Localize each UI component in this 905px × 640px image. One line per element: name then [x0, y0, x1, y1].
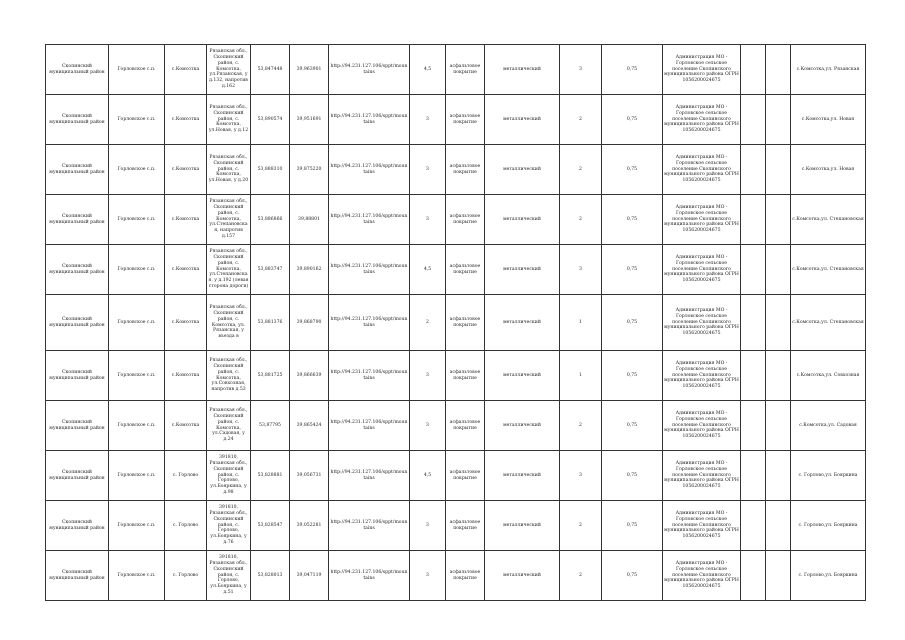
owner-cell: Администрация МО - Горловское сельское поселение Скопинского муниципального района ОГРН 1056200024675: [663, 45, 741, 95]
waste-source-cell: с.Комсотка,ул. Рязанская: [791, 45, 866, 95]
url-cell: http://94.231.127.106/sppt/mountains: [329, 501, 410, 551]
address-cell: Рязанская обл., Скопинский район, с. Комсотка, ул. Рязанская, у въезда в: [207, 295, 251, 351]
district-cell: Скопинский муниципальный район: [46, 145, 109, 195]
area-cell: 4,5: [410, 245, 446, 295]
settlement-cell: Горловское с.п.: [109, 95, 165, 145]
empty-cell: [766, 351, 791, 401]
surface-cell: асфальтовое покрытие: [446, 95, 485, 145]
village-cell: с.Комсотка: [165, 195, 207, 245]
surface-cell: асфальтовое покрытие: [446, 501, 485, 551]
longitude-cell: 39,875220: [290, 145, 329, 195]
village-cell: с.Комсотка: [165, 245, 207, 295]
container-count-cell: 2: [560, 501, 602, 551]
latitude-cell: 53,888310: [251, 145, 290, 195]
address-cell: Рязанская обл., Скопинский район, с. Комсотка, ул.Рязанская, у д.132, напротив д.162: [207, 45, 251, 95]
village-cell: с.Комсотка: [165, 95, 207, 145]
empty-cell: [741, 295, 766, 351]
owner-cell: Администрация МО - Горловское сельское поселение Скопинского муниципального района ОГРН 1056200024675: [663, 145, 741, 195]
village-cell: с. Горлово: [165, 551, 207, 601]
owner-cell: Администрация МО - Горловское сельское поселение Скопинского муниципального района ОГРН 1056200024675: [663, 451, 741, 501]
latitude-cell: 53,881725: [251, 351, 290, 401]
settlement-cell: Горловское с.п.: [109, 501, 165, 551]
settlement-cell: Горловское с.п.: [109, 45, 165, 95]
table-row: [46, 451, 866, 501]
area-cell: 3: [410, 145, 446, 195]
container-volume-cell: 0,75: [602, 245, 663, 295]
url-cell: http://94.231.127.106/sppt/mountains: [329, 401, 410, 451]
surface-cell: асфальтовое покрытие: [446, 145, 485, 195]
table-row: [46, 95, 866, 145]
longitude-cell: 39,951691: [290, 95, 329, 145]
empty-cell: [741, 95, 766, 145]
table-row: [46, 245, 866, 295]
district-cell: Скопинский муниципальный район: [46, 351, 109, 401]
empty-cell: [741, 45, 766, 95]
district-cell: Скопинский муниципальный район: [46, 245, 109, 295]
longitude-cell: 39,052281: [290, 501, 329, 551]
settlement-cell: Горловское с.п.: [109, 401, 165, 451]
fence-material-cell: металлический: [485, 45, 560, 95]
empty-cell: [766, 451, 791, 501]
fence-material-cell: металлический: [485, 95, 560, 145]
url-cell: http://94.231.127.106/sppt/mountains: [329, 245, 410, 295]
container-volume-cell: 0,75: [602, 195, 663, 245]
container-count-cell: 3: [560, 45, 602, 95]
empty-cell: [766, 95, 791, 145]
fence-material-cell: металлический: [485, 195, 560, 245]
container-count-cell: 2: [560, 145, 602, 195]
table-body: [46, 45, 866, 601]
surface-cell: асфальтовое покрытие: [446, 245, 485, 295]
empty-cell: [741, 501, 766, 551]
settlement-cell: Горловское с.п.: [109, 245, 165, 295]
empty-cell: [766, 195, 791, 245]
area-cell: 3: [410, 551, 446, 601]
container-volume-cell: 0,75: [602, 501, 663, 551]
latitude-cell: 53,828547: [251, 501, 290, 551]
address-cell: Рязанская обл., Скопинский район, с. Комсотка, ул.Новая, у д.20: [207, 145, 251, 195]
owner-cell: Администрация МО - Горловское сельское поселение Скопинского муниципального района ОГРН 1056200024675: [663, 551, 741, 601]
url-cell: http://94.231.127.106/sppt/mountains: [329, 551, 410, 601]
surface-cell: асфальтовое покрытие: [446, 551, 485, 601]
empty-cell: [766, 501, 791, 551]
container-count-cell: 2: [560, 401, 602, 451]
empty-cell: [766, 295, 791, 351]
longitude-cell: 39,865424: [290, 401, 329, 451]
longitude-cell: 39,866639: [290, 351, 329, 401]
waste-source-cell: с.Комсотка,ул. Садовая: [791, 401, 866, 451]
fence-material-cell: металлический: [485, 245, 560, 295]
empty-cell: [766, 245, 791, 295]
fence-material-cell: металлический: [485, 295, 560, 351]
url-cell: http://94.231.127.106/sppt/mountains: [329, 45, 410, 95]
owner-cell: Администрация МО - Горловское сельское поселение Скопинского муниципального района ОГРН 1056200024675: [663, 351, 741, 401]
container-volume-cell: 0,75: [602, 295, 663, 351]
settlement-cell: Горловское с.п.: [109, 295, 165, 351]
waste-source-cell: с.Комсотка,ул. Совхозная: [791, 351, 866, 401]
table-row: [46, 195, 866, 245]
settlement-cell: Горловское с.п.: [109, 145, 165, 195]
latitude-cell: 53,87795: [251, 401, 290, 451]
owner-cell: Администрация МО - Горловское сельское поселение Скопинского муниципального района ОГРН 1056200024675: [663, 245, 741, 295]
longitude-cell: 39,056731: [290, 451, 329, 501]
address-cell: Рязанская обл., Скопинский район, с. Комсотка, ул.Садовая, у д.24: [207, 401, 251, 451]
village-cell: с.Комсотка: [165, 351, 207, 401]
surface-cell: асфальтовое покрытие: [446, 351, 485, 401]
latitude-cell: 53,883747: [251, 245, 290, 295]
container-volume-cell: 0,75: [602, 95, 663, 145]
surface-cell: асфальтовое покрытие: [446, 195, 485, 245]
owner-cell: Администрация МО - Горловское сельское поселение Скопинского муниципального района ОГРН 1056200024675: [663, 501, 741, 551]
longitude-cell: 39,963901: [290, 45, 329, 95]
area-cell: 4,5: [410, 45, 446, 95]
url-cell: http://94.231.127.106/sppt/mountains: [329, 451, 410, 501]
area-cell: 3: [410, 351, 446, 401]
url-cell: http://94.231.127.106/sppt/mountains: [329, 95, 410, 145]
surface-cell: асфальтовое покрытие: [446, 295, 485, 351]
empty-cell: [766, 45, 791, 95]
container-volume-cell: 0,75: [602, 451, 663, 501]
address-cell: Рязанская обл., Скопинский район, с. Комсотка, ул.Степановская, у д.192 (левая сторона дороги): [207, 245, 251, 295]
district-cell: Скопинский муниципальный район: [46, 95, 109, 145]
table-row: [46, 501, 866, 551]
table-row: [46, 551, 866, 601]
waste-source-cell: с.Комсотка,ул. Степановская: [791, 245, 866, 295]
fence-material-cell: металлический: [485, 401, 560, 451]
url-cell: http://94.231.127.106/sppt/mountains: [329, 195, 410, 245]
village-cell: с.Комсотка: [165, 45, 207, 95]
longitude-cell: 39,047119: [290, 551, 329, 601]
address-cell: 391810, Рязанская обл., Скопинский район, с. Горлово, ул.Бояркина, у д.98: [207, 451, 251, 501]
fence-material-cell: металлический: [485, 451, 560, 501]
village-cell: с.Комсотка: [165, 401, 207, 451]
container-count-cell: 3: [560, 451, 602, 501]
url-cell: http://94.231.127.106/sppt/mountains: [329, 295, 410, 351]
owner-cell: Администрация МО - Горловское сельское поселение Скопинского муниципального района ОГРН 1056200024675: [663, 195, 741, 245]
latitude-cell: 53,828013: [251, 551, 290, 601]
waste-source-cell: с. Горлово,ул. Бояркина: [791, 551, 866, 601]
owner-cell: Администрация МО - Горловское сельское поселение Скопинского муниципального района ОГРН 1056200024675: [663, 295, 741, 351]
district-cell: Скопинский муниципальный район: [46, 45, 109, 95]
latitude-cell: 53,847448: [251, 45, 290, 95]
village-cell: с. Горлово: [165, 501, 207, 551]
area-cell: 4,5: [410, 451, 446, 501]
latitude-cell: 53,886866: [251, 195, 290, 245]
district-cell: Скопинский муниципальный район: [46, 551, 109, 601]
container-volume-cell: 0,75: [602, 145, 663, 195]
village-cell: с.Комсотка: [165, 295, 207, 351]
latitude-cell: 53,890574: [251, 95, 290, 145]
empty-cell: [741, 551, 766, 601]
container-count-cell: 2: [560, 95, 602, 145]
district-cell: Скопинский муниципальный район: [46, 451, 109, 501]
latitude-cell: 53,828881: [251, 451, 290, 501]
empty-cell: [741, 145, 766, 195]
address-cell: Рязанская обл., Скопинский район, с. Комсотка, ул.Совхозная, напротив д.53: [207, 351, 251, 401]
fence-material-cell: металлический: [485, 551, 560, 601]
table-row: [46, 45, 866, 95]
surface-cell: асфальтовое покрытие: [446, 401, 485, 451]
container-count-cell: 1: [560, 351, 602, 401]
empty-cell: [741, 351, 766, 401]
waste-source-cell: с.Комсотка,ул. Новая: [791, 145, 866, 195]
village-cell: с. Горлово: [165, 451, 207, 501]
container-count-cell: 2: [560, 551, 602, 601]
empty-cell: [741, 245, 766, 295]
area-cell: 3: [410, 401, 446, 451]
surface-cell: асфальтовое покрытие: [446, 451, 485, 501]
surface-cell: асфальтовое покрытие: [446, 45, 485, 95]
container-count-cell: 2: [560, 195, 602, 245]
table-row: [46, 295, 866, 351]
empty-cell: [741, 195, 766, 245]
area-cell: 2: [410, 295, 446, 351]
container-count-cell: 1: [560, 295, 602, 351]
village-cell: с.Комсотка: [165, 145, 207, 195]
empty-cell: [766, 551, 791, 601]
waste-source-cell: с.Комсотка,ул. Степановская: [791, 195, 866, 245]
fence-material-cell: металлический: [485, 145, 560, 195]
waste-source-cell: с.Комсотка,ул. Степановская: [791, 295, 866, 351]
longitude-cell: 39,868790: [290, 295, 329, 351]
empty-cell: [741, 401, 766, 451]
owner-cell: Администрация МО - Горловское сельское поселение Скопинского муниципального района ОГРН 1056200024675: [663, 95, 741, 145]
district-cell: Скопинский муниципальный район: [46, 195, 109, 245]
url-cell: http://94.231.127.106/sppt/mountains: [329, 351, 410, 401]
settlement-cell: Горловское с.п.: [109, 451, 165, 501]
empty-cell: [766, 401, 791, 451]
longitude-cell: 39,88801: [290, 195, 329, 245]
latitude-cell: 53,881376: [251, 295, 290, 351]
area-cell: 3: [410, 501, 446, 551]
table-row: [46, 351, 866, 401]
area-cell: 3: [410, 195, 446, 245]
settlement-cell: Горловское с.п.: [109, 351, 165, 401]
container-sites-table: [45, 44, 866, 601]
address-cell: Рязанская обл., Скопинский район, с. Комсотка, ул.Новая, у д.12: [207, 95, 251, 145]
empty-cell: [741, 451, 766, 501]
area-cell: 3: [410, 95, 446, 145]
waste-source-cell: с. Горлово,ул. Бояркина: [791, 451, 866, 501]
address-cell: 391810, Рязанская обл., Скопинский район, с. Горлово, ул.Бояркина, у д.76: [207, 501, 251, 551]
container-volume-cell: 0,75: [602, 401, 663, 451]
settlement-cell: Горловское с.п.: [109, 551, 165, 601]
url-cell: http://94.231.127.106/sppt/mountains: [329, 145, 410, 195]
container-volume-cell: 0,75: [602, 45, 663, 95]
waste-source-cell: с. Горлово,ул. Бояркина: [791, 501, 866, 551]
district-cell: Скопинский муниципальный район: [46, 501, 109, 551]
owner-cell: Администрация МО - Горловское сельское поселение Скопинского муниципального района ОГРН 1056200024675: [663, 401, 741, 451]
settlement-cell: Горловское с.п.: [109, 195, 165, 245]
address-cell: Рязанская обл., Скопинский район, с. Комсотка, ул.Степановская, напротив д.157: [207, 195, 251, 245]
empty-cell: [766, 145, 791, 195]
container-volume-cell: 0,75: [602, 551, 663, 601]
table-row: [46, 145, 866, 195]
longitude-cell: 39,890162: [290, 245, 329, 295]
fence-material-cell: металлический: [485, 501, 560, 551]
district-cell: Скопинский муниципальный район: [46, 401, 109, 451]
container-volume-cell: 0,75: [602, 351, 663, 401]
table-row: [46, 401, 866, 451]
fence-material-cell: металлический: [485, 351, 560, 401]
waste-source-cell: с.Комсотка,ул. Новая: [791, 95, 866, 145]
container-count-cell: 3: [560, 245, 602, 295]
district-cell: Скопинский муниципальный район: [46, 295, 109, 351]
address-cell: 391810, Рязанская обл., Скопинский район, с. Горлово, ул.Бояркина, у д.51: [207, 551, 251, 601]
